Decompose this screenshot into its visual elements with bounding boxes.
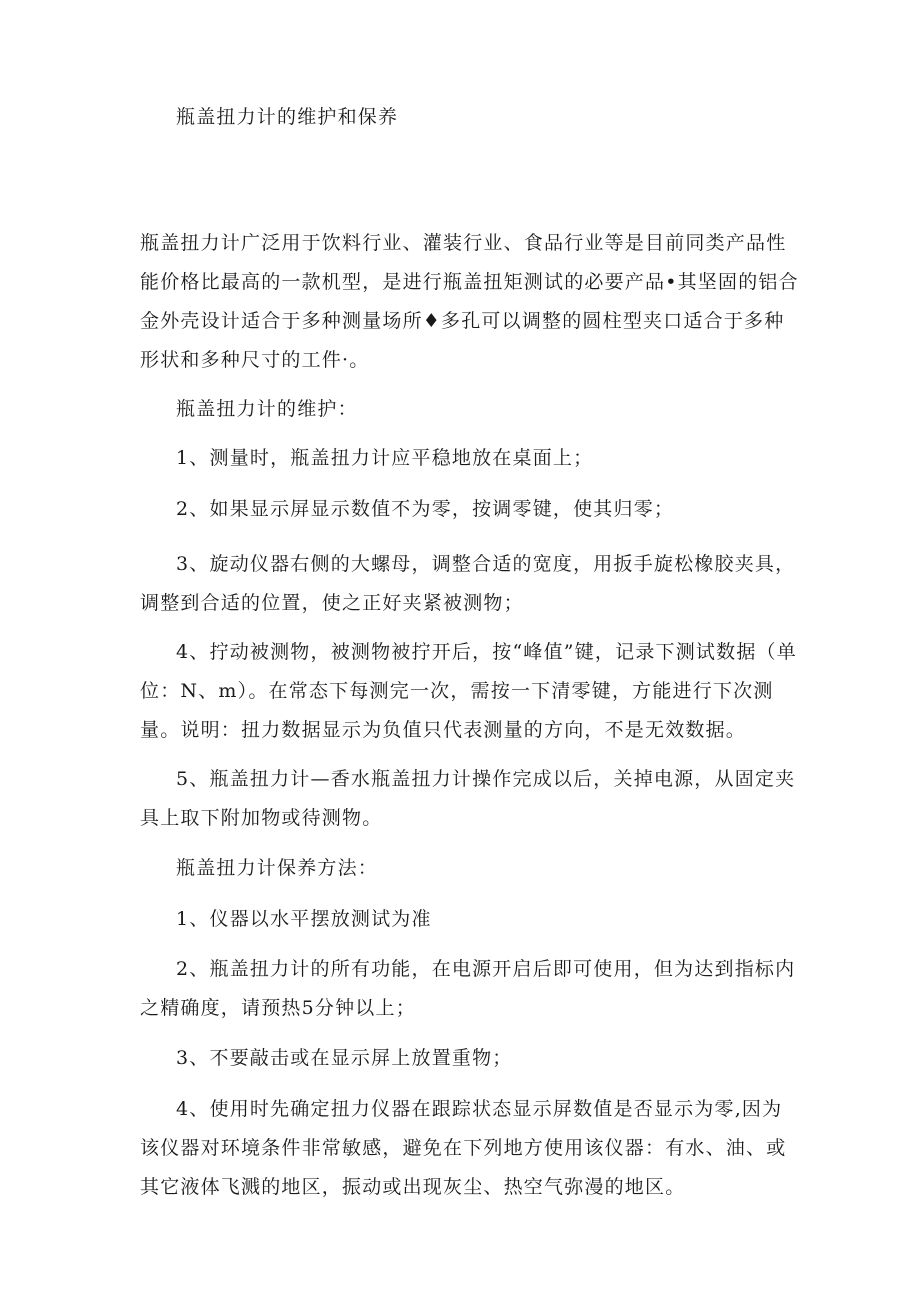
document-title: 瓶盖扭力计的维护和保养 (176, 106, 399, 128)
care-heading: 瓶盖扭力计保养方法： (176, 857, 379, 879)
care-item: 1、仪器以水平摆放测试为准 (176, 908, 432, 930)
maintenance-item: 4、拧动被测物，被测物被拧开后，按“峰值”键，记录下测试数据（单位：N、m）。在常态下每测完一次，需按一下清零键，方能进行下次测量。说明：扭力数据显示为负值只代表测量的方向，不是无效数据。 (140, 641, 797, 741)
maintenance-item: 1、测量时，瓶盖扭力计应平稳地放在桌面上； (176, 447, 594, 469)
intro-paragraph: 瓶盖扭力计广泛用于饮料行业、灌装行业、食品行业等是目前同类产品性能价格比最高的一款机型，是进行瓶盖扭矩测试的必要产品•其坚固的铝合金外壳设计适合于多种测量场所♦多孔可以调整的圆柱型夹口适合于多种形状和多种尺寸的工件·。 (140, 232, 799, 371)
maintenance-heading: 瓶盖扭力计的维护： (176, 398, 358, 420)
maintenance-item: 5、瓶盖扭力计—香水瓶盖扭力计操作完成以后，关掉电源，从固定夹具上取下附加物或待测物。 (140, 768, 796, 829)
care-item: 4、使用时先确定扭力仪器在跟踪状态显示屏数值是否显示为零,因为该仪器对环境条件非常敏感，避免在下列地方使用该仪器：有水、油、或其它液体飞溅的地区，振动或出现灰尘、热空气弥漫的地区。 (140, 1098, 787, 1198)
maintenance-item: 2、如果显示屏显示数值不为零，按调零键，使其归零； (176, 498, 675, 520)
care-item: 3、不要敲击或在显示屏上放置重物； (176, 1047, 513, 1069)
maintenance-item: 3、旋动仪器右侧的大螺母，调整合适的宽度，用扳手旋松橡胶夹具，调整到合适的位置，使之正好夹紧被测物； (140, 553, 796, 614)
care-item: 2、瓶盖扭力计的所有功能，在电源开启后即可使用，但为达到指标内之精确度，请预热5分钟以上； (140, 958, 796, 1019)
